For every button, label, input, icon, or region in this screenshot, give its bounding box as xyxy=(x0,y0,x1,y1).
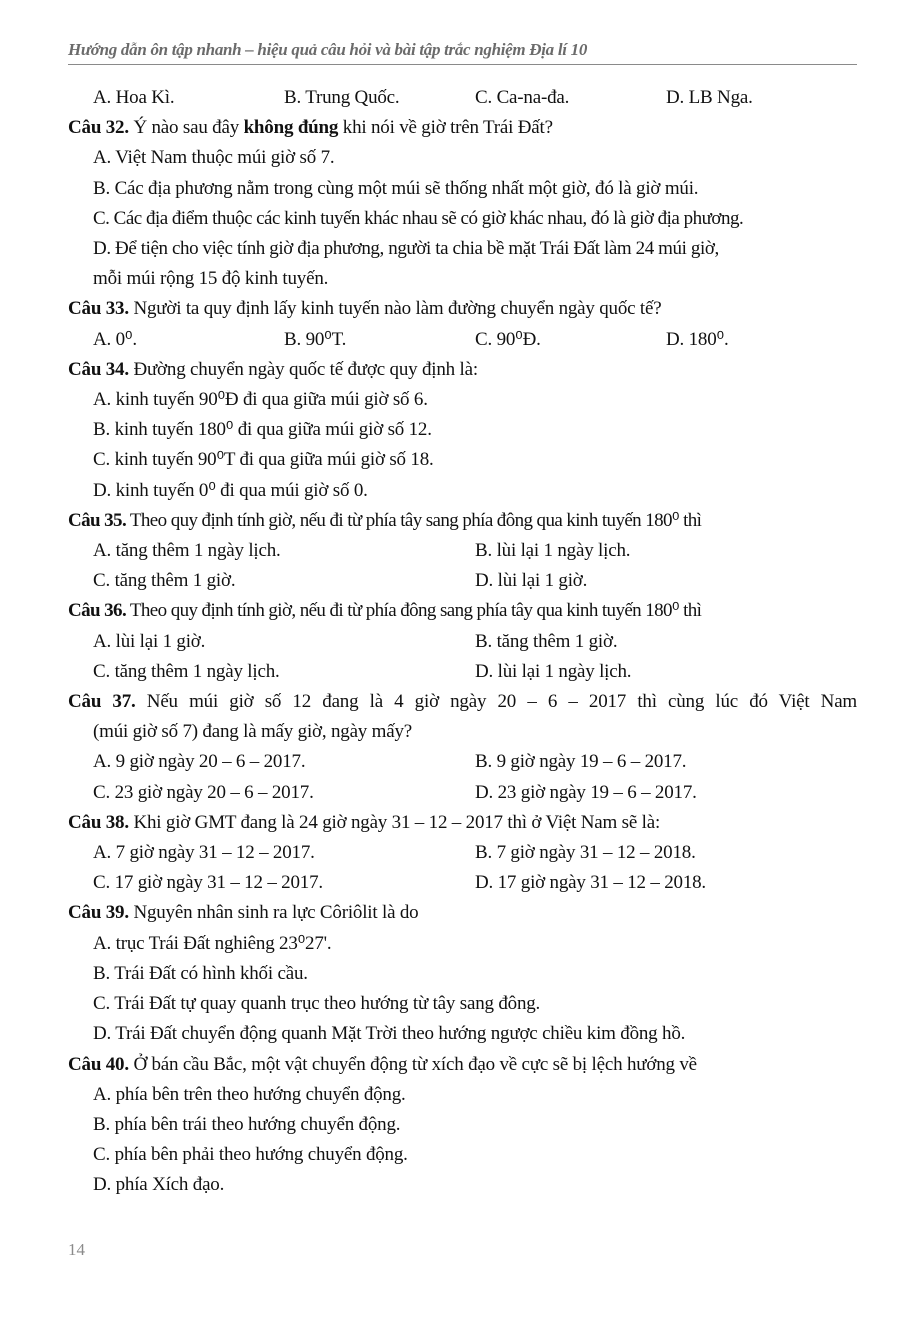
option-d: D. phía Xích đạo. xyxy=(93,1174,225,1196)
option-c: C. phía bên phải theo hướng chuyển động. xyxy=(93,1144,408,1166)
question-40-stem xyxy=(68,1050,857,1080)
stem-text: Theo quy định tính giờ, nếu đi từ phía đông sang phía tây qua kinh tuyến 180⁰ thì xyxy=(126,600,702,622)
option-d: D. Trái Đất chuyển động quanh Mặt Trời theo hướng ngược chiều kim đồng hồ. xyxy=(93,1023,686,1045)
option-a: A. 7 giờ ngày 31 – 12 – 2017. xyxy=(93,842,315,864)
question-39-stem xyxy=(68,898,857,928)
stem-text: Người ta quy định lấy kinh tuyến nào làm đường chuyển ngày quốc tế? xyxy=(128,298,662,320)
option-c: C. Ca-na-đa. xyxy=(475,87,570,108)
page-content xyxy=(68,83,857,1201)
option-a: A. 0⁰. xyxy=(93,328,137,350)
option-d: D. lùi lại 1 ngày lịch. xyxy=(475,660,632,682)
question-label: Câu 32. xyxy=(68,117,129,139)
option-c: C. 23 giờ ngày 20 – 6 – 2017. xyxy=(93,781,314,803)
question-label: Câu 34. xyxy=(68,358,129,380)
header-divider xyxy=(68,64,857,65)
option-d: D. lùi lại 1 giờ. xyxy=(475,570,588,592)
option-a: A. Việt Nam thuộc múi giờ số 7. xyxy=(93,147,335,169)
q36-options-row2 xyxy=(68,657,857,687)
option-d: D. LB Nga. xyxy=(666,87,753,108)
question-35-stem xyxy=(68,506,857,536)
q31-options xyxy=(68,83,857,113)
q35-options-row2 xyxy=(68,566,857,596)
option-d: D. 17 giờ ngày 31 – 12 – 2018. xyxy=(475,872,706,894)
option-b: B. 9 giờ ngày 19 – 6 – 2017. xyxy=(475,751,687,773)
option-c: C. tăng thêm 1 giờ. xyxy=(93,570,236,592)
stem-text: Khi giờ GMT đang là 24 giờ ngày 31 – 12 – 2017 thì ở Việt Nam sẽ là: xyxy=(128,811,661,833)
stem-emphasis: không đúng xyxy=(243,117,339,139)
option-a: A. phía bên trên theo hướng chuyển động. xyxy=(93,1083,406,1105)
option-a: A. Hoa Kì. xyxy=(93,87,175,108)
q36-options-row1 xyxy=(68,627,857,657)
option-c: C. 17 giờ ngày 31 – 12 – 2017. xyxy=(93,872,323,894)
option-d: D. 180⁰. xyxy=(666,328,729,350)
stem-text: Ý nào sau đây xyxy=(128,117,244,139)
question-36-stem xyxy=(68,596,857,626)
option-c: C. 90⁰Đ. xyxy=(475,328,541,350)
option-b: B. kinh tuyến 180⁰ đi qua giữa múi giờ số 12. xyxy=(93,419,432,441)
option-b: B. Trái Đất có hình khối cầu. xyxy=(93,962,308,984)
option-b: B. 90⁰T. xyxy=(284,328,347,350)
option-b: B. Các địa phương nằm trong cùng một múi sẽ thống nhất một giờ, đó là giờ múi. xyxy=(93,177,699,199)
option-c: C. tăng thêm 1 ngày lịch. xyxy=(93,660,280,682)
stem-text: Theo quy định tính giờ, nếu đi từ phía tây sang phía đông qua kinh tuyến 180⁰ thì xyxy=(126,509,702,531)
stem-text: Nguyên nhân sinh ra lực Côriôlit là do xyxy=(128,902,419,924)
q33-options xyxy=(68,325,857,355)
stem-text: khi nói về giờ trên Trái Đất? xyxy=(338,117,553,139)
stem-text: Ở bán cầu Bắc, một vật chuyển động từ xích đạo về cực sẽ bị lệch hướng về xyxy=(128,1053,697,1075)
option-a: A. kinh tuyến 90⁰Đ đi qua giữa múi giờ số 6. xyxy=(93,389,428,411)
option-b: B. 7 giờ ngày 31 – 12 – 2018. xyxy=(475,842,696,864)
q37-options-row1 xyxy=(68,747,857,777)
question-34-stem xyxy=(68,355,857,385)
question-label: Câu 35. xyxy=(68,509,127,531)
stem-text: Nếu múi giờ số 12 đang là 4 giờ ngày 20 – 6 – 2017 thì cùng lúc đó Việt Nam xyxy=(135,691,858,713)
option-a: A. tăng thêm 1 ngày lịch. xyxy=(93,540,281,562)
option-b: B. tăng thêm 1 giờ. xyxy=(475,630,618,652)
question-label: Câu 40. xyxy=(68,1053,129,1075)
option-d: D. kinh tuyến 0⁰ đi qua múi giờ số 0. xyxy=(93,479,368,501)
option-b: B. lùi lại 1 ngày lịch. xyxy=(475,540,631,562)
question-37-stem xyxy=(68,687,857,717)
question-37-stem-continued: (múi giờ số 7) đang là mấy giờ, ngày mấy? xyxy=(93,721,412,743)
q37-options-row2 xyxy=(68,778,857,808)
option-c: C. kinh tuyến 90⁰T đi qua giữa múi giờ số 18. xyxy=(93,449,434,471)
option-c: C. Các địa điểm thuộc các kinh tuyến khác nhau sẽ có giờ khác nhau, đó là giờ địa phương. xyxy=(93,207,744,229)
option-a: A. 9 giờ ngày 20 – 6 – 2017. xyxy=(93,751,306,773)
q38-options-row1 xyxy=(68,838,857,868)
page-number: 14 xyxy=(68,1240,85,1259)
option-d-continued: mỗi múi rộng 15 độ kinh tuyến. xyxy=(93,268,329,290)
question-label: Câu 38. xyxy=(68,811,129,833)
question-label: Câu 33. xyxy=(68,298,129,320)
question-label: Câu 36. xyxy=(68,600,127,622)
question-label: Câu 39. xyxy=(68,902,129,924)
question-label: Câu 37. xyxy=(68,691,136,713)
option-d: D. 23 giờ ngày 19 – 6 – 2017. xyxy=(475,781,697,803)
option-a: A. lùi lại 1 giờ. xyxy=(93,630,206,652)
question-32-stem xyxy=(68,113,857,143)
option-c: C. Trái Đất tự quay quanh trục theo hướng từ tây sang đông. xyxy=(93,993,541,1015)
option-b: B. Trung Quốc. xyxy=(284,87,400,108)
stem-text: Đường chuyển ngày quốc tế được quy định là: xyxy=(128,358,478,380)
question-33-stem xyxy=(68,294,857,324)
option-a: A. trục Trái Đất nghiêng 23⁰27'. xyxy=(93,932,332,954)
running-header: Hướng dẫn ôn tập nhanh – hiệu quả câu hỏi và bài tập trắc nghiệm Địa lí 10 xyxy=(68,40,588,59)
q35-options-row1 xyxy=(68,536,857,566)
q38-options-row2 xyxy=(68,868,857,898)
question-38-stem xyxy=(68,808,857,838)
option-b: B. phía bên trái theo hướng chuyển động. xyxy=(93,1113,401,1135)
option-d: D. Để tiện cho việc tính giờ địa phương, người ta chia bề mặt Trái Đất làm 24 múi giờ, xyxy=(93,238,719,260)
